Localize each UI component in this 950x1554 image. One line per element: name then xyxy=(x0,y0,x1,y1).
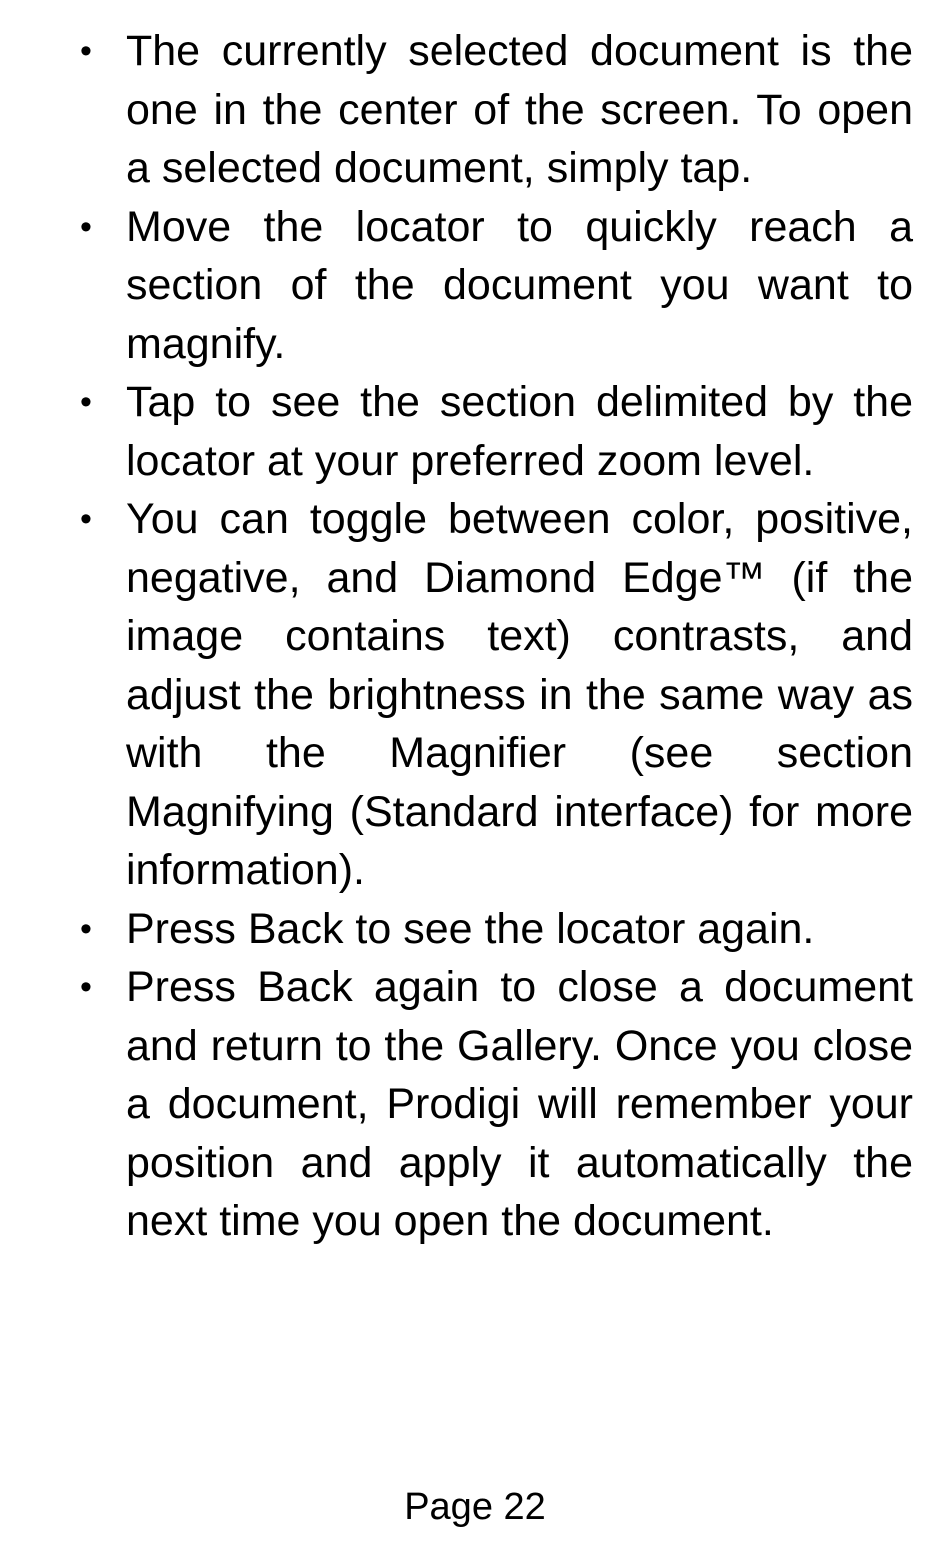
list-item xyxy=(0,198,950,374)
list-item xyxy=(0,900,950,959)
list-item-text: Press Back to see the locator again. xyxy=(126,904,815,953)
list-item-text: Press Back again to close a document and return to the Gallery. Once you close a document, Prodigi will remember your position and apply it automatically the next time you open the document. xyxy=(126,963,913,1245)
list-item xyxy=(0,958,950,1251)
bullet-icon: • xyxy=(80,383,92,421)
bullet-icon: • xyxy=(80,207,92,246)
bullet-icon: • xyxy=(80,968,92,1006)
page-body xyxy=(0,22,950,1251)
list-item-text: Tap to see the section delimited by the locator at your preferred zoom level. xyxy=(126,378,913,485)
list-item xyxy=(0,373,950,490)
page-number: Page 22 xyxy=(404,1486,546,1528)
list-item xyxy=(0,490,950,900)
bullet-icon: • xyxy=(80,909,92,948)
bullet-icon: • xyxy=(80,32,92,70)
list-item-text: The currently selected document is the one in the center of the screen. To open a selected document, simply tap. xyxy=(126,27,913,192)
list-item-text: You can toggle between color, positive, negative, and Diamond Edge™ (if the image contains text) contrasts, and adjust the brightness in the same way as with the Magnifier (see section Magnifying (Standard interface) for more information). xyxy=(126,495,913,894)
list-item-text: Move the locator to quickly reach a section of the document you want to magnify. xyxy=(126,202,913,368)
instruction-list xyxy=(0,22,950,1251)
bullet-icon: • xyxy=(80,500,92,538)
list-item xyxy=(0,22,950,198)
